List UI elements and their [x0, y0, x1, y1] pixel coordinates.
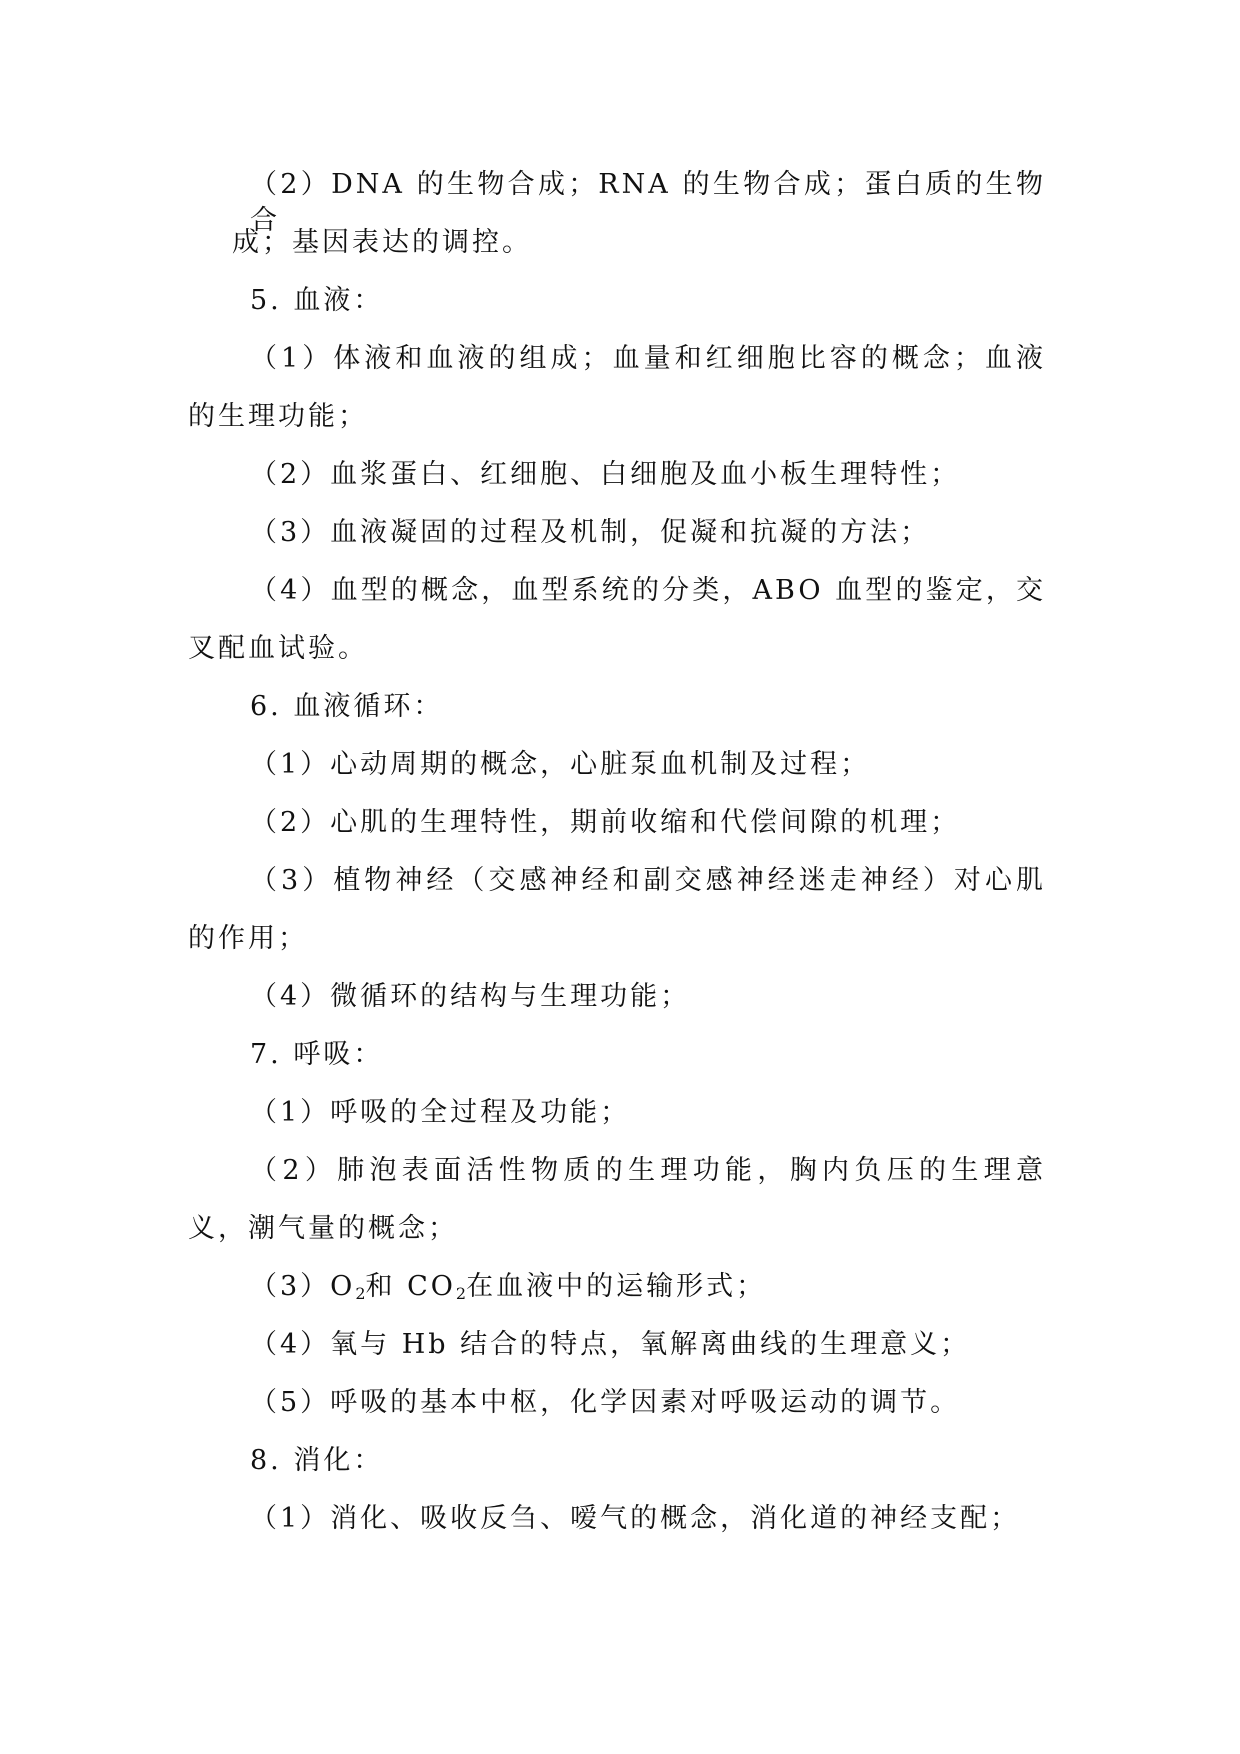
section-heading: 8. 消化：: [250, 1445, 384, 1476]
text-line: 的生理功能；: [188, 401, 368, 432]
text-line: （5）呼吸的基本中枢，化学因素对呼吸运动的调节。: [250, 1387, 961, 1418]
section-heading: 7. 呼吸：: [250, 1039, 384, 1070]
text-line: （4）血型的概念，血型系统的分类，ABO 血型的鉴定，交: [250, 575, 1046, 606]
text-line: （1）心动周期的概念，心脏泵血机制及过程；: [250, 749, 871, 780]
text-line: （3）血液凝固的过程及机制，促凝和抗凝的方法；: [250, 517, 931, 548]
text-line: （1）呼吸的全过程及功能；: [250, 1097, 631, 1128]
subscript: 2: [355, 1284, 366, 1303]
text-segment: （3）O: [250, 1271, 356, 1302]
text-line: （4）微循环的结构与生理功能；: [250, 981, 691, 1012]
text-line: （3）植物神经（交感神经和副交感神经迷走神经）对心肌: [250, 865, 1046, 896]
text-line: （1）消化、吸收反刍、嗳气的概念，消化道的神经支配；: [250, 1503, 1021, 1534]
text-line: （2）肺泡表面活性物质的生理功能，胸内负压的生理意: [250, 1155, 1046, 1186]
text-line: （2）心肌的生理特性，期前收缩和代偿间隙的机理；: [250, 807, 961, 838]
section-heading: 6. 血液循环：: [250, 691, 444, 722]
subscript: 2: [455, 1284, 467, 1303]
text-line: 的作用；: [188, 923, 308, 954]
text-line: （2）DNA 的生物合成；RNA 的生物合成；蛋白质的生物合: [250, 169, 1046, 236]
text-segment: 和 CO: [365, 1271, 456, 1302]
text-line: 叉配血试验。: [188, 633, 368, 664]
text-segment: 在血液中的运输形式；: [466, 1271, 767, 1302]
text-line: （1）体液和血液的组成；血量和红细胞比容的概念；血液: [250, 343, 1046, 374]
section-heading: 5. 血液：: [250, 285, 384, 316]
text-line: 成；基因表达的调控。: [232, 227, 532, 258]
text-line: 义，潮气量的概念；: [188, 1213, 458, 1244]
text-line: [250, 1269, 766, 1312]
text-line: （4）氧与 Hb 结合的特点，氧解离曲线的生理意义；: [250, 1329, 971, 1360]
text-line: （2）血浆蛋白、红细胞、白细胞及血小板生理特性；: [250, 459, 961, 490]
